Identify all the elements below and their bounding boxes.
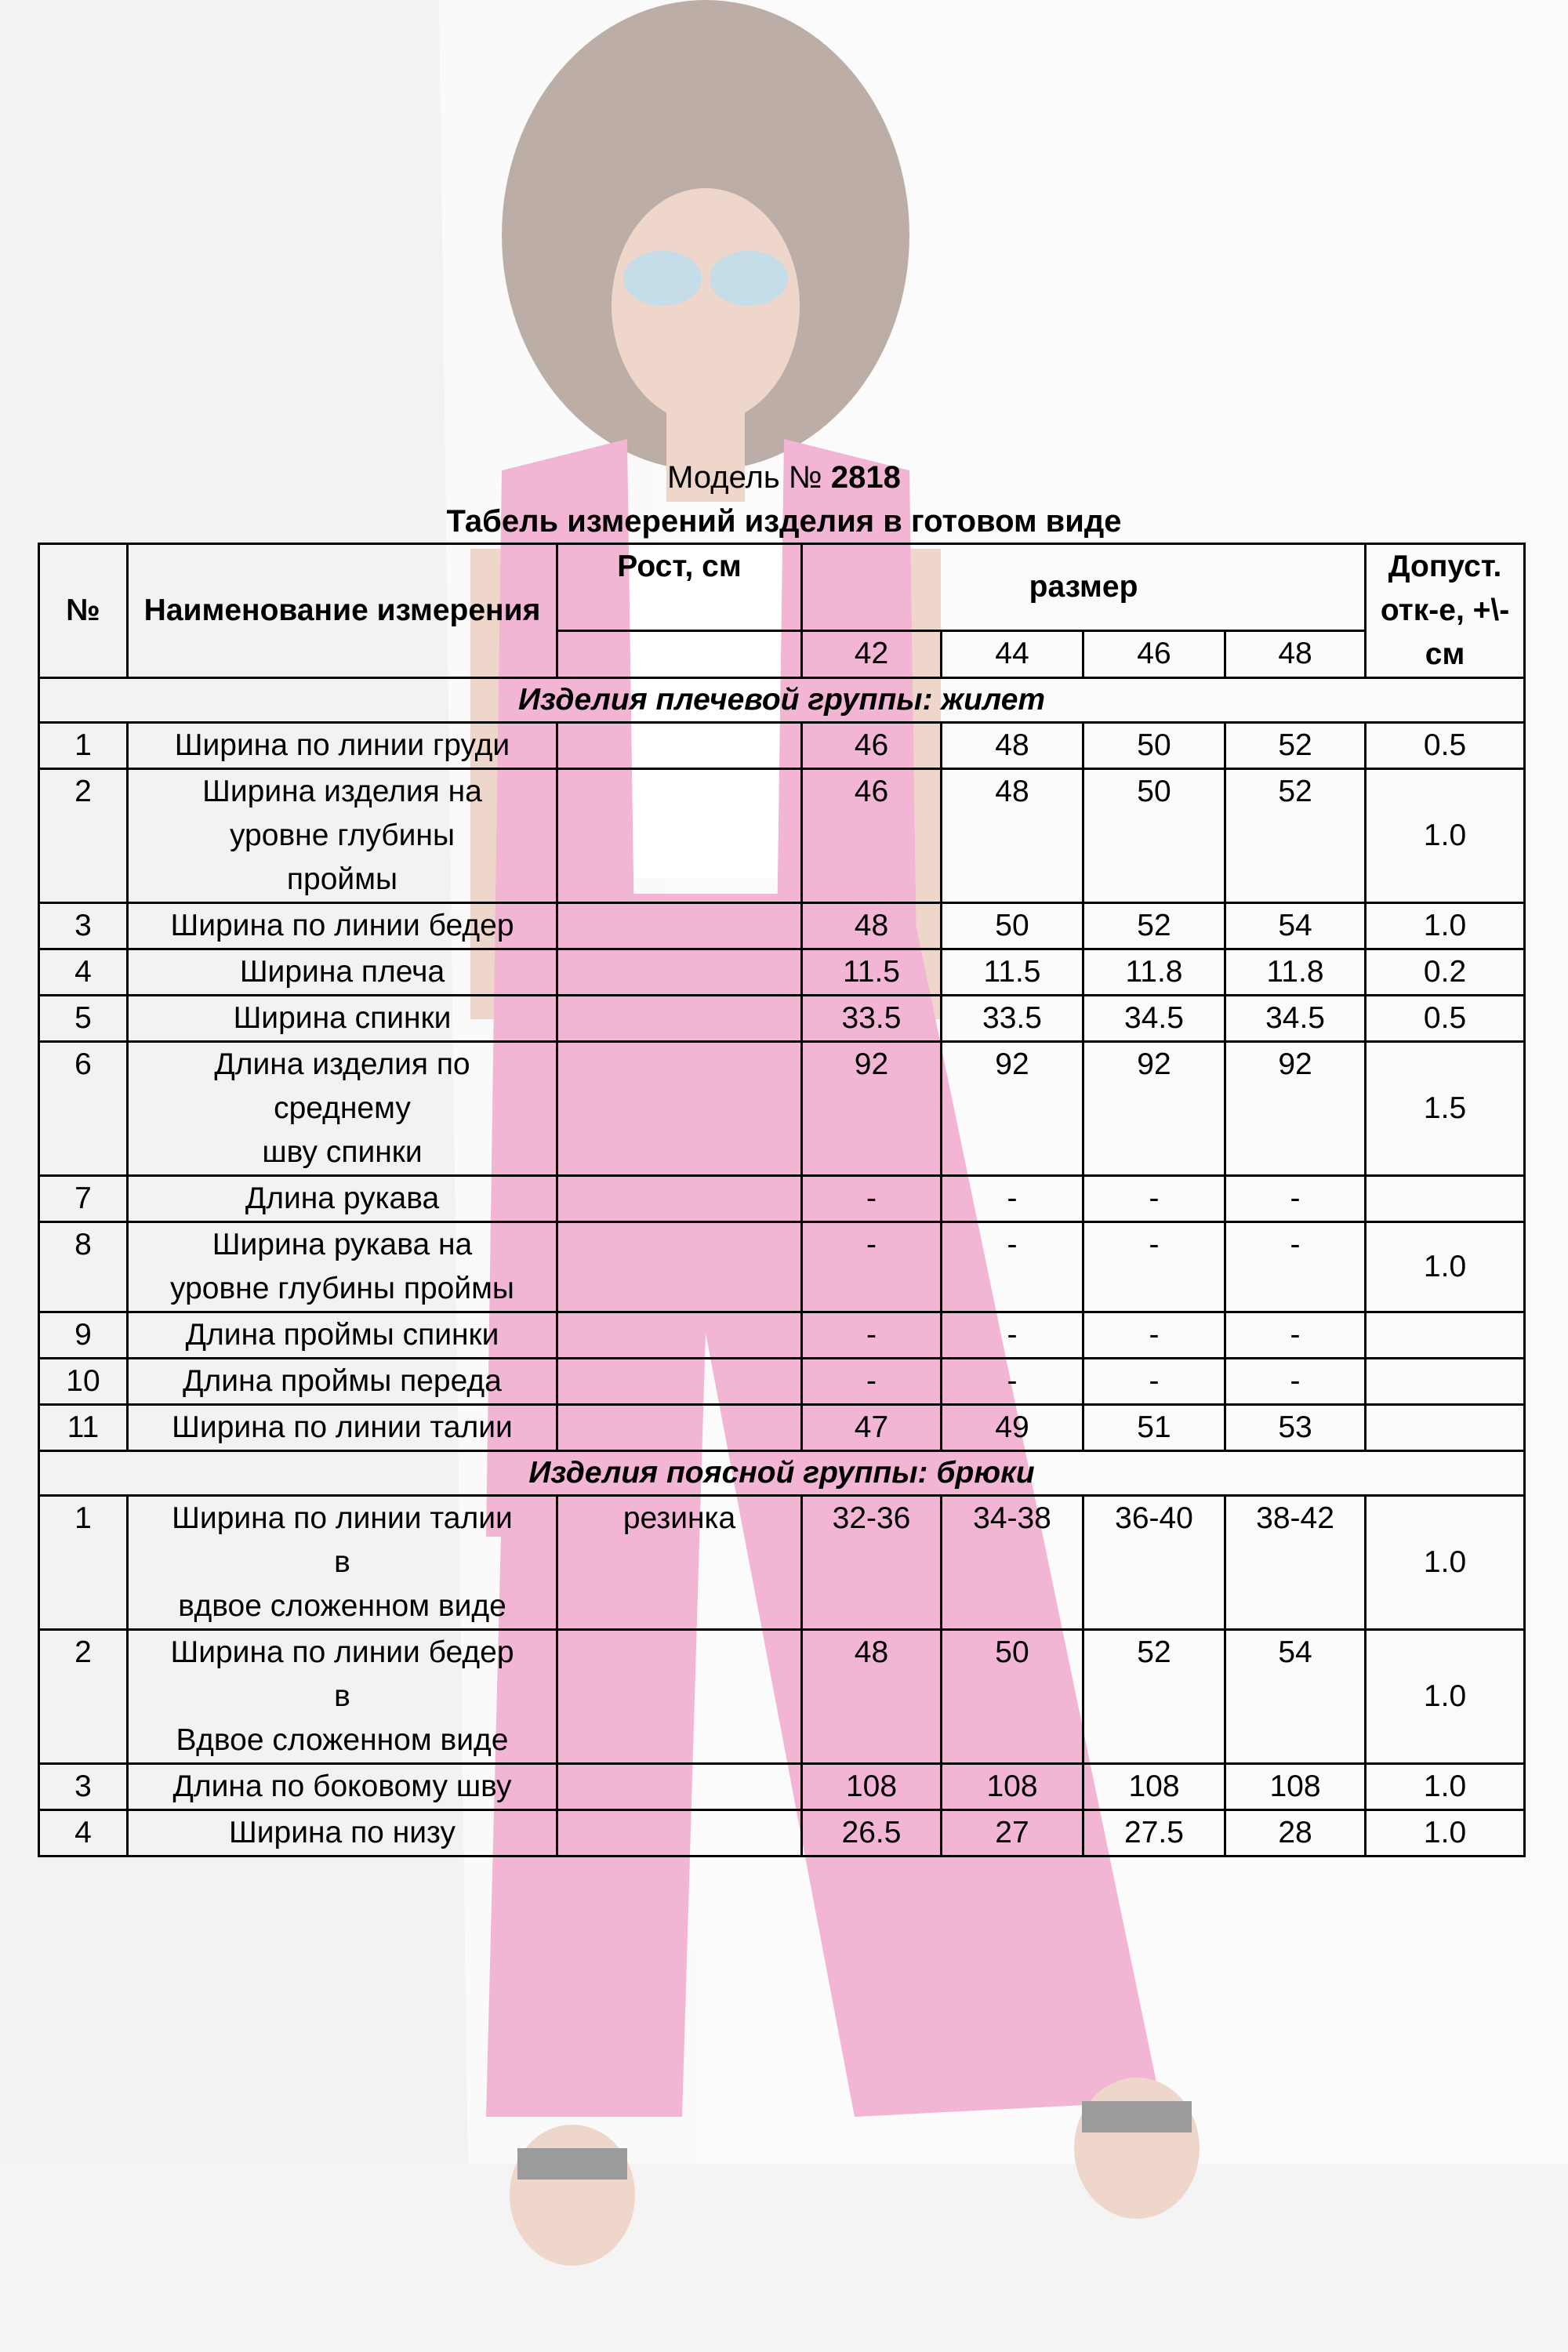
measurement-name-line: Ширина плеча — [239, 955, 445, 989]
measurement-name-line: Длина рукава — [245, 1181, 440, 1215]
measurement-name — [128, 949, 557, 996]
height-value — [557, 1764, 802, 1810]
measurement-name-line: в — [334, 1545, 350, 1579]
measurement-name-line: Длина проймы переда — [183, 1364, 502, 1398]
row-number: 10 — [39, 1359, 128, 1405]
row-number: 4 — [39, 949, 128, 996]
height-value — [557, 1359, 802, 1405]
size-value: - — [942, 1312, 1083, 1359]
measurement-name-line: Длина изделия по — [214, 1047, 470, 1081]
size-value: - — [1083, 1359, 1225, 1405]
height-value — [557, 949, 802, 996]
table-row — [39, 1764, 1525, 1810]
size-value: 32-36 — [802, 1496, 942, 1630]
measurement-name — [128, 1764, 557, 1810]
row-number: 1 — [39, 723, 128, 769]
size-value: 52 — [1225, 723, 1366, 769]
size-value: 48 — [802, 903, 942, 949]
measurement-name-line: шву спинки — [262, 1135, 423, 1169]
height-value — [557, 1222, 802, 1312]
size-value: 34.5 — [1083, 996, 1225, 1042]
size-value: 54 — [1225, 903, 1366, 949]
measurement-name-line: Ширина по линии бедер — [170, 1635, 514, 1669]
measurement-name — [128, 1222, 557, 1312]
height-value — [557, 1312, 802, 1359]
model-prefix: Модель № — [667, 460, 822, 495]
measurement-name — [128, 769, 557, 903]
size-value: - — [802, 1176, 942, 1222]
measurement-name-line: уровне глубины — [230, 818, 455, 852]
size-value: - — [802, 1312, 942, 1359]
measurement-name-line: в — [334, 1679, 350, 1713]
table-row — [39, 1042, 1525, 1176]
tolerance-value: 0.5 — [1366, 996, 1525, 1042]
size-value: 11.5 — [802, 949, 942, 996]
size-value: - — [1225, 1222, 1366, 1312]
height-value — [557, 1042, 802, 1176]
size-value: - — [1083, 1176, 1225, 1222]
height-value — [557, 1176, 802, 1222]
size-value: 49 — [942, 1405, 1083, 1451]
measurement-name-line: Длина проймы спинки — [185, 1318, 499, 1352]
table-title: Табель измерений изделия в готовом виде — [446, 504, 1122, 539]
size-value: 92 — [1225, 1042, 1366, 1176]
size-value: 27 — [942, 1810, 1083, 1857]
column-header-tolerance: Допуст. отк-е, +\-см — [1366, 544, 1525, 678]
table-body — [39, 678, 1525, 1857]
tolerance-value — [1366, 1405, 1525, 1451]
size-value: - — [1225, 1312, 1366, 1359]
tolerance-value: 1.5 — [1366, 1042, 1525, 1176]
tolerance-value — [1366, 1359, 1525, 1405]
size-value: 50 — [942, 1630, 1083, 1764]
table-row — [39, 1359, 1525, 1405]
size-value: 34.5 — [1225, 996, 1366, 1042]
table-row — [39, 1176, 1525, 1222]
size-value: 92 — [942, 1042, 1083, 1176]
row-number: 11 — [39, 1405, 128, 1451]
table-row — [39, 769, 1525, 903]
column-header-height: Рост, см — [557, 544, 802, 631]
size-value: 48 — [802, 1630, 942, 1764]
row-number: 3 — [39, 1764, 128, 1810]
size-value: - — [942, 1176, 1083, 1222]
tolerance-value: 1.0 — [1366, 903, 1525, 949]
height-value — [557, 1630, 802, 1764]
tolerance-value: 1.0 — [1366, 1810, 1525, 1857]
height-value — [557, 723, 802, 769]
size-value: 108 — [942, 1764, 1083, 1810]
section-title: Изделия плечевой группы: жилет — [39, 678, 1525, 723]
size-value: 53 — [1225, 1405, 1366, 1451]
row-number: 6 — [39, 1042, 128, 1176]
height-value: резинка — [557, 1496, 802, 1630]
measurement-name-line: Вдвое сложенном виде — [176, 1723, 509, 1757]
size-value: 33.5 — [802, 996, 942, 1042]
size-value: 92 — [802, 1042, 942, 1176]
model-number: 2818 — [830, 460, 901, 495]
size-value: - — [942, 1359, 1083, 1405]
row-number: 5 — [39, 996, 128, 1042]
size-header: 48 — [1225, 631, 1366, 678]
size-value: - — [1225, 1359, 1366, 1405]
size-value: 52 — [1083, 1630, 1225, 1764]
size-value: 34-38 — [942, 1496, 1083, 1630]
tolerance-value: 1.0 — [1366, 769, 1525, 903]
size-value: 47 — [802, 1405, 942, 1451]
height-value — [557, 903, 802, 949]
size-header: 42 — [802, 631, 942, 678]
height-value — [557, 1405, 802, 1451]
measurement-name — [128, 1042, 557, 1176]
table-row — [39, 996, 1525, 1042]
size-value: 50 — [942, 903, 1083, 949]
tolerance-value — [1366, 1176, 1525, 1222]
size-value: - — [802, 1359, 942, 1405]
size-value: 108 — [802, 1764, 942, 1810]
measurement-name-line: Ширина спинки — [233, 1001, 452, 1035]
size-value: 52 — [1225, 769, 1366, 903]
measurement-name-line: вдвое сложенном виде — [178, 1589, 506, 1623]
size-value: 48 — [942, 723, 1083, 769]
row-number: 2 — [39, 769, 128, 903]
table-row — [39, 1630, 1525, 1764]
section-row — [39, 678, 1525, 723]
table-row — [39, 723, 1525, 769]
size-value: 50 — [1083, 723, 1225, 769]
height-value — [557, 1810, 802, 1857]
size-header: 46 — [1083, 631, 1225, 678]
column-header-name: Наименование измерения — [128, 544, 557, 678]
row-number: 3 — [39, 903, 128, 949]
tolerance-value: 1.0 — [1366, 1222, 1525, 1312]
measurement-name — [128, 1359, 557, 1405]
size-value: 108 — [1225, 1764, 1366, 1810]
measurement-name — [128, 903, 557, 949]
size-value: 92 — [1083, 1042, 1225, 1176]
measurement-name-line: Длина по боковому шву — [172, 1769, 512, 1803]
tolerance-value: 1.0 — [1366, 1764, 1525, 1810]
tolerance-value: 0.2 — [1366, 949, 1525, 996]
measurement-name-line: среднему — [274, 1091, 411, 1125]
size-value: 11.8 — [1083, 949, 1225, 996]
tolerance-value: 1.0 — [1366, 1496, 1525, 1630]
size-value: 46 — [802, 723, 942, 769]
size-value: 38-42 — [1225, 1496, 1366, 1630]
table-header-row — [39, 544, 1525, 631]
column-header-number: № — [39, 544, 128, 678]
table-row — [39, 903, 1525, 949]
size-value: 108 — [1083, 1764, 1225, 1810]
size-value: 54 — [1225, 1630, 1366, 1764]
size-value: - — [942, 1222, 1083, 1312]
measurement-name-line: проймы — [286, 862, 398, 896]
measurement-name — [128, 996, 557, 1042]
table-row — [39, 1222, 1525, 1312]
size-value: 28 — [1225, 1810, 1366, 1857]
measurement-name-line: Ширина по низу — [229, 1816, 456, 1849]
row-number: 7 — [39, 1176, 128, 1222]
tolerance-value: 1.0 — [1366, 1630, 1525, 1764]
row-number: 4 — [39, 1810, 128, 1857]
measurement-name-line: Ширина по линии талии — [172, 1501, 513, 1535]
measurement-name-line: Ширина по линии талии — [172, 1410, 513, 1444]
height-value — [557, 769, 802, 903]
measurement-name — [128, 1810, 557, 1857]
size-value: 50 — [1083, 769, 1225, 903]
measurement-name — [128, 1176, 557, 1222]
tolerance-value — [1366, 1312, 1525, 1359]
measurement-name — [128, 723, 557, 769]
column-header-size-group: размер — [802, 544, 1366, 631]
section-row — [39, 1451, 1525, 1496]
size-value: 46 — [802, 769, 942, 903]
measurement-name-line: Ширина рукава на — [212, 1228, 473, 1261]
row-number: 2 — [39, 1630, 128, 1764]
row-number: 8 — [39, 1222, 128, 1312]
measurement-name-line: уровне глубины проймы — [170, 1272, 514, 1305]
height-subheader — [557, 631, 802, 678]
size-value: - — [1225, 1176, 1366, 1222]
size-value: 51 — [1083, 1405, 1225, 1451]
size-value: 48 — [942, 769, 1083, 903]
table-row — [39, 1312, 1525, 1359]
measurement-name — [128, 1630, 557, 1764]
table-row — [39, 1405, 1525, 1451]
size-value: - — [802, 1222, 942, 1312]
tolerance-value: 0.5 — [1366, 723, 1525, 769]
size-value: 52 — [1083, 903, 1225, 949]
size-value: 36-40 — [1083, 1496, 1225, 1630]
size-value: - — [1083, 1312, 1225, 1359]
table-row — [39, 949, 1525, 996]
size-value: 11.8 — [1225, 949, 1366, 996]
height-value — [557, 996, 802, 1042]
section-title: Изделия поясной группы: брюки — [39, 1451, 1525, 1496]
row-number: 9 — [39, 1312, 128, 1359]
size-value: 27.5 — [1083, 1810, 1225, 1857]
measurement-table — [38, 543, 1526, 1857]
row-number: 1 — [39, 1496, 128, 1630]
size-value: 26.5 — [802, 1810, 942, 1857]
measurement-name-line: Ширина по линии бедер — [170, 909, 514, 942]
measurement-name — [128, 1312, 557, 1359]
size-header: 44 — [942, 631, 1083, 678]
measurement-name — [128, 1496, 557, 1630]
measurement-name-line: Ширина по линии груди — [174, 728, 510, 762]
size-value: - — [1083, 1222, 1225, 1312]
table-row — [39, 1810, 1525, 1857]
model-line — [0, 458, 1568, 497]
measurement-name-line: Ширина изделия на — [202, 775, 482, 808]
measurement-name — [128, 1405, 557, 1451]
size-value: 33.5 — [942, 996, 1083, 1042]
size-value: 11.5 — [942, 949, 1083, 996]
table-row — [39, 1496, 1525, 1630]
